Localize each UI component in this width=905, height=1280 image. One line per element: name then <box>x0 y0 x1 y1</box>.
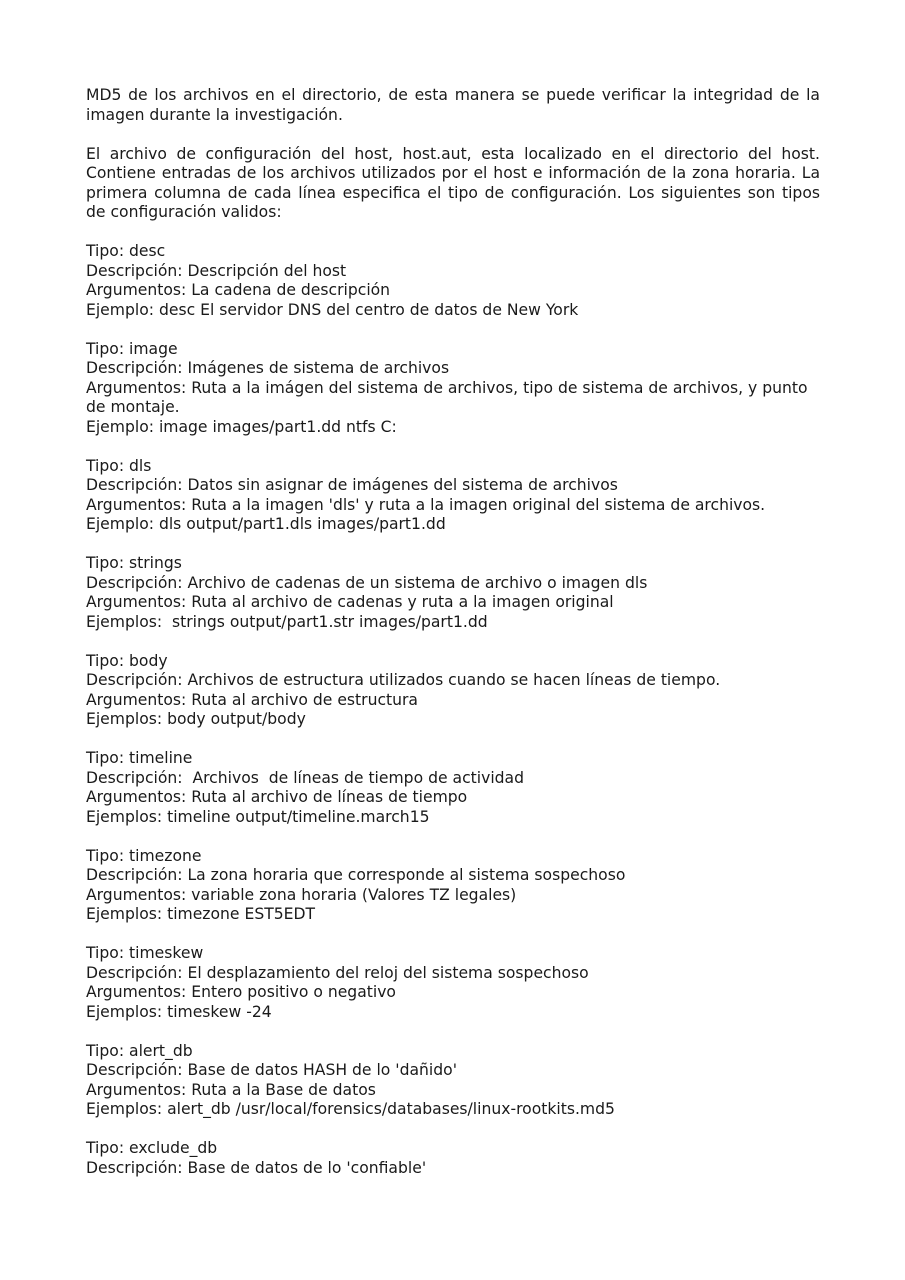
entry-arguments: Argumentos: La cadena de descripción <box>86 281 391 299</box>
entry-description: Descripción: Archivos de estructura utilizados cuando se hacen líneas de tiempo. <box>86 671 721 689</box>
entry-type: Tipo: strings <box>86 554 182 572</box>
entry-description: Descripción: La zona horaria que corresponde al sistema sospechoso <box>86 866 626 884</box>
config-entry-exclude-db <box>86 1139 820 1178</box>
entry-arguments: Argumentos: Ruta a la imágen del sistema de archivos, tipo de sistema de archivos, y punto de montaje. <box>86 378 813 416</box>
entry-type: Tipo: desc <box>86 242 166 260</box>
config-entry-image <box>86 340 820 438</box>
config-entry-dls <box>86 457 820 535</box>
entry-type: Tipo: timeskew <box>86 944 204 962</box>
entry-example: Ejemplos: timezone EST5EDT <box>86 905 316 923</box>
document-page <box>86 86 820 1198</box>
entry-type: Tipo: timeline <box>86 749 193 767</box>
entry-description: Descripción: Archivos de líneas de tiempo de actividad <box>86 768 525 787</box>
config-entry-timeline <box>86 749 820 827</box>
entry-example: Ejemplo: desc El servidor DNS del centro de datos de New York <box>86 300 579 319</box>
entry-example: Ejemplo: dls output/part1.dls images/part1.dd <box>86 515 446 533</box>
config-entry-desc <box>86 242 820 320</box>
entry-description: Descripción: Imágenes de sistema de archivos <box>86 359 450 377</box>
entry-type: Tipo: image <box>86 339 178 358</box>
config-entry-timeskew <box>86 944 820 1022</box>
entry-arguments: Argumentos: Ruta al archivo de líneas de tiempo <box>86 788 468 806</box>
entry-description: Descripción: Datos sin asignar de imágenes del sistema de archivos <box>86 476 618 494</box>
entry-type: Tipo: alert_db <box>86 1041 193 1060</box>
entry-description: Descripción: Archivo de cadenas de un sistema de archivo o imagen dls <box>86 573 648 592</box>
entry-example: Ejemplos: strings output/part1.str images/part1.dd <box>86 612 488 631</box>
entry-example: Ejemplos: timeline output/timeline.march15 <box>86 807 430 826</box>
entry-example: Ejemplo: image images/part1.dd ntfs C: <box>86 417 397 436</box>
config-entry-body <box>86 652 820 730</box>
intro-paragraph-md5: MD5 de los archivos en el directorio, de esta manera se puede verificar la integridad de la imagen durante la investigación. <box>86 86 820 124</box>
entry-example: Ejemplos: timeskew -24 <box>86 1002 272 1021</box>
entry-type: Tipo: dls <box>86 456 152 475</box>
entry-type: Tipo: timezone <box>86 846 202 865</box>
entry-arguments: Argumentos: Ruta a la Base de datos <box>86 1080 376 1099</box>
entry-description: Descripción: Descripción del host <box>86 261 347 280</box>
entry-arguments: Argumentos: variable zona horaria (Valores TZ legales) <box>86 885 517 904</box>
entry-type: Tipo: body <box>86 651 168 670</box>
entry-example: Ejemplos: body output/body <box>86 710 306 728</box>
intro-paragraph-host-config: El archivo de configuración del host, host.aut, esta localizado en el directorio del host. Contiene entradas de los archivos utilizados por el host e información de la zona horaria. La primera columna de cada línea especifica el tipo de configuración. Los siguientes son tipos de configuración validos: <box>86 144 820 221</box>
entry-example: Ejemplos: alert_db /usr/local/forensics/databases/linux-rootkits.md5 <box>86 1100 615 1118</box>
entry-description: Descripción: El desplazamiento del reloj del sistema sospechoso <box>86 963 589 982</box>
entry-arguments: Argumentos: Ruta al archivo de cadenas y ruta a la imagen original <box>86 593 614 611</box>
entry-description: Descripción: Base de datos HASH de lo 'dañido' <box>86 1061 457 1079</box>
entry-arguments: Argumentos: Ruta a la imagen 'dls' y ruta a la imagen original del sistema de archivos. <box>86 495 766 514</box>
entry-arguments: Argumentos: Entero positivo o negativo <box>86 983 396 1001</box>
entry-type: Tipo: exclude_db <box>86 1139 218 1157</box>
entry-description: Descripción: Base de datos de lo 'confiable' <box>86 1158 427 1177</box>
config-entry-timezone <box>86 847 820 925</box>
config-entry-alert-db <box>86 1042 820 1120</box>
entry-arguments: Argumentos: Ruta al archivo de estructura <box>86 690 418 709</box>
config-entry-strings <box>86 554 820 632</box>
